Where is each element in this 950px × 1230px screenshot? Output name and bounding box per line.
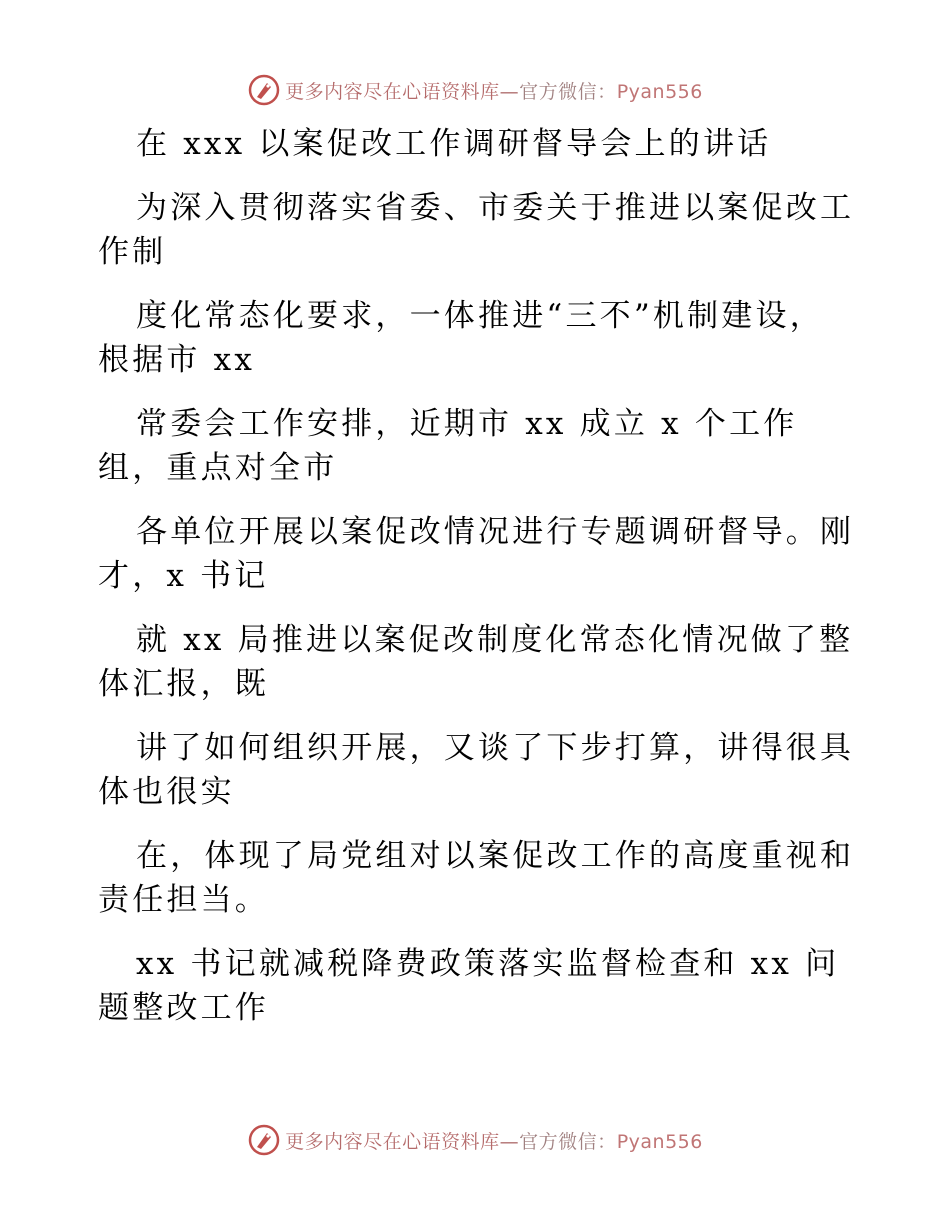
paragraph-line: 作制 [98,234,167,270]
paragraph-line: 组，重点对全市 [98,450,338,486]
paragraph-line: 为深入贯彻落实省委、市委关于推进以案促改工 [136,190,855,226]
paragraph-line: 常委会工作安排，近期市 xx 成立 x 个工作 [136,406,798,442]
paragraph-line: 才，x 书记 [98,558,269,594]
paragraph-line: 题整改工作 [98,990,269,1026]
header-banner-text [285,77,703,104]
header-site-text: 更多内容尽在心语资料库 [285,80,500,103]
header-official-text: 官方微信： [519,80,617,103]
footer-banner-text [285,1127,703,1154]
footer-watermark-banner [0,1120,950,1160]
header-watermark-banner [0,70,950,110]
header-wechat-id: Pyan556 [616,80,703,103]
pen-nib-logo-icon [247,1123,281,1157]
paragraph-line: 体汇报，既 [98,666,269,702]
paragraph-line: 讲了如何组织开展，又谈了下步打算，讲得很具 [136,730,855,766]
footer-official-text: 官方微信： [519,1130,617,1153]
footer-separator: — [499,1130,520,1153]
paragraph-line: xx 书记就减税降费政策落实监督检查和 xx 问 [136,946,840,982]
paragraph-line: 责任担当。 [98,882,269,918]
document-title: 在 xxx 以案促改工作调研督导会上的讲话 [136,126,772,162]
paragraph-line: 在，体现了局党组对以案促改工作的高度重视和 [136,838,855,874]
pen-nib-logo-icon [247,73,281,107]
footer-wechat-id: Pyan556 [616,1130,703,1153]
header-separator: — [499,80,520,103]
footer-site-text: 更多内容尽在心语资料库 [285,1130,500,1153]
paragraph-line: 度化常态化要求，一体推进“三不”机制建设， [136,298,824,334]
paragraph-line: 就 xx 局推进以案促改制度化常态化情况做了整 [136,622,854,658]
document-body [98,122,858,1030]
paragraph-line: 根据市 xx [98,342,256,378]
paragraph-line: 各单位开展以案促改情况进行专题调研督导。刚 [136,514,855,550]
paragraph-line: 体也很实 [98,774,235,810]
